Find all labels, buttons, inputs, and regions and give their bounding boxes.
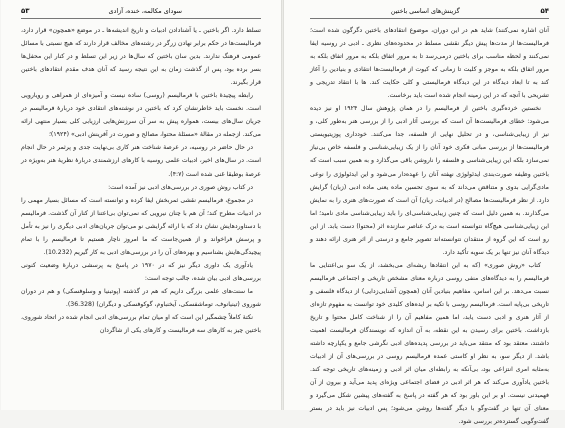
paragraph: نکتهٔ کاملاً چشمگیر این است که او میان تمام بررسی‌های ادبی انجام شده در اتحاد شوروی، باختین چیز به کارهای سه فرمالیست و کارهای یکی از شاگردان — [21, 314, 261, 335]
running-head — [310, 7, 549, 19]
paragraph: در کتاب روش صوری در بررسی‌های ادبی نیز آمده است: — [108, 183, 253, 191]
body-text — [310, 24, 549, 428]
book-gutter — [281, 0, 284, 410]
page-number: ۵۴ — [540, 7, 549, 15]
running-head-title: گزینش‌های اساسی باختین — [390, 7, 460, 15]
quote-paragraph: ما سنت‌های علمی بزرگی داریم که هم در گذشته (پوتبنیا و وسلوفسکی) و هم در دوران شوروی (تینیانوف، توماشفسکی، آیخنباوم، گوکوفسکی و دیگران) (36.328). — [21, 287, 261, 308]
paragraph: کتاب «روش صوری» (که به این انتقادها ریشه‌ای می‌بخشد، از یک سو بی‌اعتنایی ما فرمالیسم را به دیدگاه‌های منفی روسی درباره معنای مشخص تاریخی و اجتماعی فرمالیسم نسبت می‌دهد. بر این اساس، مفاهیم بنیادین آنان (همچون آشنایی‌زدایی) از دیدگاه فلسفی و تاریخی بی‌پایه است. فرمالیسم روسی با تکیه بر ایده‌های کلیدی خود توانست به مفهوم تازه‌ای از آثار هنری و ادبی دست یابد، اما همین مفاهیم آن را از شناخت کامل محتوا و تاریخ بازداشت. باختین برای رسیدن به این نقطه، به آن اندازه که نویسندگان فرمالیست اهمیت داشتند، معتقد بود که منتقد می‌باید در بررسی پدیده‌های ادبی نگرشی جامع و یکپارچه داشته باشد. از دیگر سو، به نظر او کاستی عمده فرمالیسم روسی در بررسی‌های آن از ادبیات به‌مثابه امری انتزاعی بود، بی‌آنکه به رابطه‌ای میان اثر ادبی و زمینه‌های تاریخی توجه کند. باختین یادآوری می‌کند که هر اثر ادبی در فضای اجتماعی ویژه‌ای پدید می‌آید و بیرون از آن فهمیدنی نیست. او بر این باور بود که هر گفته در پاسخ به گفته‌های پیشین شکل می‌گیرد و معنای آن تنها در گفت‌وگو با دیگر گفته‌ها روشن می‌شود؛ پس ادبیات نیز باید در بستر گفت‌وگویی گسترده‌تر بررسی شود. — [310, 261, 549, 426]
body-text — [21, 24, 261, 337]
paragraph: یادآوری یک داوری دیگر نیز که در ۱۹۷۰ در پاسخ به پرسشی دربارهٔ وضعیت کنونی بررسی‌های ادبی بیان شده، جالب توجه است: — [21, 261, 261, 282]
running-head — [21, 7, 261, 19]
paragraph: تسلط دارد. اگر باختین ـ یا آشنادادن ادبیات و تاریخ اندیشه‌ها ـ در موضع «همچون» قرار دارد، فرمالیست‌ها در حکم برابر نهادن زرگر در رشته‌های مخالف قرار دارند که هیچ نسبتی با مسائل عمومی فرهنگ ندارند. بدین سان باختین که سال‌ها در زیر این تسلط و در کنار این محفل‌ها بسر برده بود، پس از گذشت زمان به این نتیجه رسید که آنان هدف مقدم انتقادهای باختین قرار بگیرند. — [21, 27, 261, 87]
quote-paragraph: در مجموع، فرمالیسم نقشی ثمربخش ایفا کرده و توانسته است که مسائل بسیار مهمی را در ادبیات مطرح کند؛ آن هم با چنان نیرویی که نمی‌توان بی‌اعتنا از کنار آن گذشت. فرمالیسم با دستاوردهایش نشان داد که با ارائه گرایشی نو می‌توان جریان‌های ادبی دیگری را نیز به تأمل و پرسش فراخواند و از همین‌جاست که ما امروز ناچار هستیم تا فرمالیسم را با تمام پیچیدگی‌هایش بشناسیم و بهره‌های آن را در بررسی‌های ادبی به کار گیریم (10.232). — [21, 196, 261, 256]
running-head-title: سودای مکالمه، خنده، آزادی — [108, 7, 183, 15]
paragraph: رابطه پیچیدهٔ باختین با فرمالیسم (روسی) ساده نیست و آمیزه‌ای از همراهی و رویارویی است. نخست باید خاطرنشان کرد که باختین در نوشته‌های انتقادی خود دربارهٔ فرمالیسم در جریان سال‌های بیست، همواره پیش به سر آن سرزنش‌هایی ارزیابی کلی بسیار منتهی ارائه می‌کند. ازجمله در مقالهٔ «مسئلهٔ محتوا، مصالح و صورت در آفرینش ادبی» (۱۹۲۴)؛ — [21, 92, 261, 139]
paragraph: نخستین خرده‌گیری باختین از فرمالیسم را در همان پژوهش سال ۱۹۲۴ او نیز دیده می‌شود: خطای فرمالیست‌ها آن است که بررسی آثار ادبی را از بررسی هنر به‌طور کلی، و نیز از زیبایی‌شناسی، و در تحلیل نهایی از فلسفه، جدا می‌کنند. خودداری پوزیتیویستی فرمالیست‌ها از بررسی مبانی فکری خود آنان را از یک زیبایی‌شناسی و فلسفه خاص بی‌نیاز نمی‌سازد بلکه این زیبایی‌شناسی و فلسفه را ناروشن باقی می‌گذارد و به همین سبب است که باختین وظیفه صورت‌بندی ایدئولوژی نهفته آنان را عهده‌دار می‌شود و این ایدئولوژی را نوعی مادی‌گرایی بدوی و متناقض می‌داند که به سوی تحسین ماده یعنی ماده ادبی (زبان) گرایش دارد. از نظر فرمالیست‌ها مصالح (در ادبیات، زبان) آن است که صورت‌های هنری را به نمایش می‌گذارند. به همین دلیل است که چنین زیبایی‌شناسی‌ای را باید زیبایی‌شناسی مادی نامید؛ اما این زیبایی‌شناسی هیچ‌گاه نتوانسته است به درک عناصر سازنده اثر (محتوا) دست یابد. از این رو است که این گروه از منتقدان نتوانسته‌اند تصویر جامع و درستی از اثر هنری ارائه دهند و دیدگاه آنان نیز تنها بر یک سویه تأکید دارد. — [310, 105, 549, 256]
page-number: ۵۳ — [21, 7, 30, 15]
right-page — [283, 0, 565, 426]
quote-paragraph: در حال حاضر در روسیه، در عرصهٔ شناخت هنر کاری بی‌نهایت جدی و پرثمر در حال انجام است. در سال‌های اخیر، ادبیات علمی روسیه با کارهای ارزشمندی دربارهٔ نظریهٔ هنر به‌ویژه در عرصهٔ بوطیقا غنی شده است (۴:۷). — [21, 144, 261, 178]
left-page — [1, 0, 283, 410]
paragraph: آنان اشاره نمی‌کنند) شاید هم در این دوران، موضوع انتقادهای باختین دگرگون شده است؛ فرمالیست‌ها از مدت‌ها پیش دیگر نقشی مسلط در محدوده‌های نظری ـ ادبی در روسیه ایفا نمی‌کنند و لحظه مناسب برای باختین درمی‌رسد تا به مرور اتفاق بلکه به مرور اتفاق بلکه به مرور اتفاق بلکه به موجز و کلیت تا زمانی که کیوت از فرمالیست‌ها انتقادی و بنیادین را آغاز کند به تا ابعاد دیدگاه در این دیدگاه فرمالیستی و کلی حکایت کند. ها با انتقاد تدریجی و تشریحی با آنچه که در این زمینه انجام شده است باید برخاست. — [310, 27, 549, 100]
